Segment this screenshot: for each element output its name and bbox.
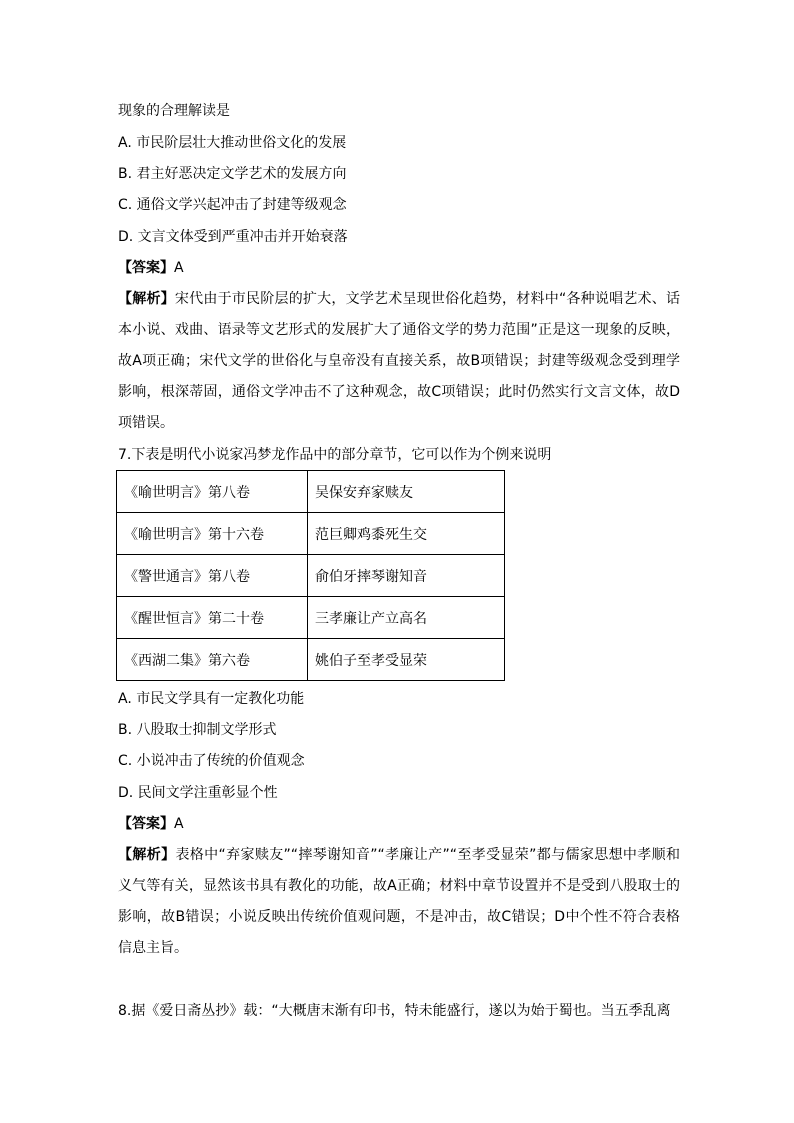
q7-analysis <box>118 840 680 964</box>
table-cell-chapter: 姚伯子至孝受显荣 <box>308 639 505 681</box>
q7-analysis-text: 表格中“弃家赎友”“摔琴谢知音”“孝廉让产”“至孝受显荣”都与儒家思想中孝顺和义气等有关，显然该书具有教化的功能，故A正确；材料中章节设置并不是受到八股取士的影响，故B错误；小说反映出传统价值观问题，不是冲击，故C错误；D中个性不符合表格信息主旨。 <box>118 847 680 956</box>
q8-stem: 8.据《爱日斋丛抄》载：“大概唐末渐有印书，特未能盛行，遂以为始于蜀也。当五季乱离 <box>118 1003 671 1019</box>
table-row <box>117 471 505 513</box>
q6-analysis-tag: 【解析】 <box>118 291 175 307</box>
q7-answer <box>118 814 184 834</box>
q6-answer-value: A <box>174 260 184 276</box>
table-cell-chapter: 三孝廉让产立高名 <box>308 597 505 639</box>
q6-option-c: C. 通俗文学兴起冲击了封建等级观念 <box>118 197 347 213</box>
table-cell-chapter: 俞伯牙摔琴谢知音 <box>308 555 505 597</box>
q7-answer-tag: 【答案】 <box>118 816 174 832</box>
table-cell-source: 《喻世明言》第十六卷 <box>117 513 308 555</box>
table-cell-source: 《醒世恒言》第二十卷 <box>117 597 308 639</box>
table-cell-chapter: 吴保安弃家赎友 <box>308 471 505 513</box>
q6-option-a: A. 市民阶层壮大推动世俗文化的发展 <box>118 135 347 151</box>
q6-answer-tag: 【答案】 <box>118 260 174 276</box>
q7-stem: 7.下表是明代小说家冯梦龙作品中的部分章节，它可以作为个例来说明 <box>118 447 552 463</box>
table-cell-source: 《西湖二集》第六卷 <box>117 639 308 681</box>
table-row <box>117 639 505 681</box>
q6-analysis <box>118 284 680 439</box>
q7-option-a: A. 市民文学具有一定教化功能 <box>118 691 305 707</box>
q6-option-b: B. 君主好恶决定文学艺术的发展方向 <box>118 166 347 182</box>
q7-answer-value: A <box>174 816 184 832</box>
table-cell-source: 《喻世明言》第八卷 <box>117 471 308 513</box>
q6-option-d: D. 文言文体受到严重冲击并开始衰落 <box>118 229 348 245</box>
table-cell-chapter: 范巨卿鸡黍死生交 <box>308 513 505 555</box>
q7-option-c: C. 小说冲击了传统的价值观念 <box>118 753 305 769</box>
q6-stem-tail: 现象的合理解读是 <box>118 103 230 119</box>
table-row <box>117 513 505 555</box>
q7-option-b: B. 八股取士抑制文学形式 <box>118 722 277 738</box>
table-row <box>117 555 505 597</box>
chapter-table <box>116 470 505 681</box>
q6-answer <box>118 258 184 278</box>
q7-option-d: D. 民间文学注重彰显个性 <box>118 785 278 801</box>
table-cell-source: 《警世通言》第八卷 <box>117 555 308 597</box>
table-row <box>117 597 505 639</box>
q6-analysis-text: 宋代由于市民阶层的扩大，文学艺术呈现世俗化趋势，材料中“各种说唱艺术、话本小说、戏曲、语录等文艺形式的发展扩大了通俗文学的势力范围”正是这一现象的反映，故A项正确；宋代文学的世俗化与皇帝没有直接关系，故B项错误；封建等级观念受到理学影响，根深蒂固，通俗文学冲击不了这种观念，故C项错误；此时仍然实行文言文体，故D项错误。 <box>118 291 680 431</box>
q7-analysis-tag: 【解析】 <box>118 847 176 863</box>
